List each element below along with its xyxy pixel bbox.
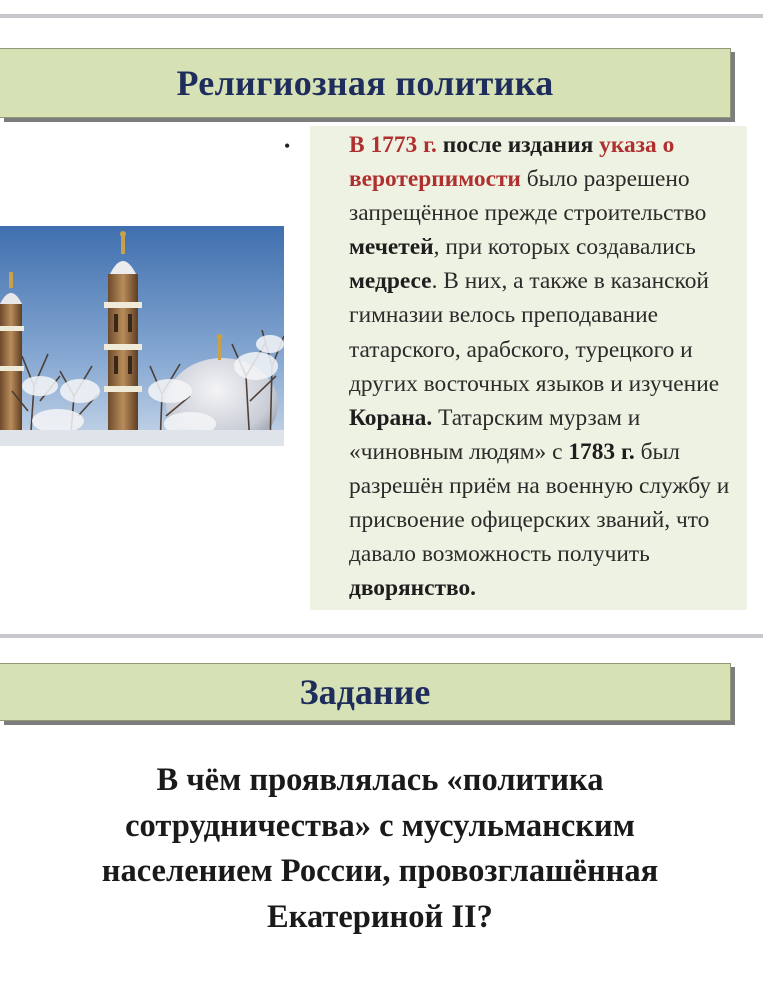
- decree-name: указа о веротерпимости: [349, 132, 675, 193]
- bold-quran: Корана.: [349, 404, 433, 431]
- text-fragment: было разрешено запрещённое прежде строительство: [349, 166, 707, 227]
- task-title: Задание: [299, 672, 431, 712]
- text-fragment: . В них, а также в казанской гимназии велось преподавание татарского, арабского, турецкого и других восточных языков и изучение: [349, 268, 720, 397]
- top-divider: [0, 14, 763, 18]
- mosque-image: [0, 226, 284, 446]
- question-line-1: В чём проявлялась «политика: [156, 762, 604, 798]
- text-fragment: , при которых создавались: [433, 234, 696, 261]
- question-line-4: Екатериной II?: [267, 898, 493, 935]
- question-line-3: населением России, провозглашённая: [101, 853, 659, 889]
- question-line-2: сотрудничества» с мусульманским: [125, 807, 635, 844]
- task-question: [30, 758, 730, 940]
- mosque-illustration: [0, 226, 284, 446]
- bold-year-1783: 1783 г.: [568, 438, 635, 465]
- text-fragment: Татарским мурзам и «чиновным людям» с: [349, 404, 641, 465]
- task-title-banner: [0, 663, 731, 721]
- policy-paragraph: [349, 128, 749, 605]
- bold-madrasas: медресе: [349, 268, 432, 295]
- section-title: Религиозная политика: [176, 63, 554, 103]
- year-1773: В 1773 г.: [349, 132, 437, 158]
- bold-nobility: дворянство.: [349, 575, 477, 602]
- text-fragment: был разрешён приём на военную службу и присвоение офицерских званий, что давало возможность получить: [349, 438, 730, 568]
- bold-phrase: после издания: [442, 132, 594, 158]
- bullet-marker: •: [284, 136, 291, 156]
- middle-divider: [0, 634, 763, 638]
- section-title-banner: [0, 48, 731, 118]
- bold-mosques: мечетей: [349, 234, 434, 261]
